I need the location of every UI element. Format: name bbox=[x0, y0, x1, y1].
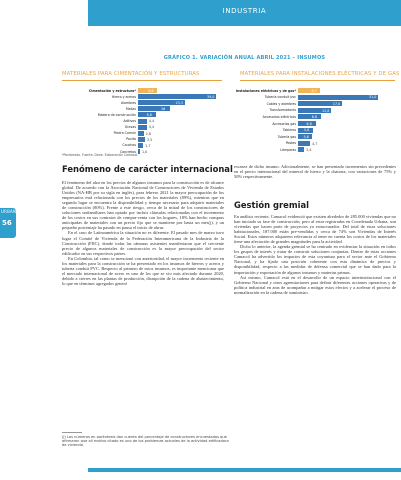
data-label: 16 bbox=[161, 107, 166, 112]
data-label: 17,0 bbox=[332, 102, 341, 106]
category-label: Cimentación y estructura* bbox=[88, 88, 136, 93]
category-label: Hierro y aceros bbox=[111, 94, 136, 99]
category-label: Cables y alambres bbox=[266, 101, 296, 106]
data-label: 31,0 bbox=[369, 95, 377, 100]
chart-left-divider bbox=[62, 80, 222, 81]
bar bbox=[138, 125, 147, 130]
category-label: Cauchos bbox=[122, 143, 136, 148]
category-label: Alambres bbox=[120, 100, 136, 105]
category-label: Instalaciones eléctricas y de gas* bbox=[235, 88, 296, 93]
data-label: 2,8 bbox=[145, 131, 151, 136]
data-label: 23,3 bbox=[175, 101, 183, 105]
footer-bar bbox=[88, 468, 401, 472]
category-label: Concretos bbox=[119, 149, 136, 154]
data-label: 4,4 bbox=[148, 119, 155, 124]
paragraph: escasez de dicho insumo. Adicionalmente, se han presentado incrementos sin precedentes en el precio internacional del mineral de hierro y la chatarra, con variaciones de 75% y 50% respectivamente. bbox=[234, 164, 396, 180]
bar bbox=[138, 143, 143, 148]
category-label: Piedra Común bbox=[113, 131, 136, 136]
category-label: Transformadores bbox=[269, 108, 296, 113]
paragraph: En Colombia, tal como se mencionó con anterioridad, el mayor incremento reciente en los materiales para la construcción se ha presentado en los insumos de hierros y aceros y tubería conduit PVC. Respecto al primero de estos insumos, es importante mencionar que el mercado internacional de acero es uno de los que se vio más afectado durante 2020, debido a cierres en las plantas de producción, disrupción de la cadena de abastecimiento, lo que en términos agregados generó bbox=[62, 255, 224, 286]
data-label: 3,5 bbox=[147, 137, 153, 142]
data-label: 5,6 bbox=[303, 135, 309, 139]
bar bbox=[138, 119, 147, 124]
bar bbox=[298, 95, 378, 100]
category-label: Aditivos bbox=[123, 119, 136, 123]
bar bbox=[138, 131, 144, 136]
chart-footnote: *Ponderado. Fuente: Dane. Elaboración Camacol. bbox=[62, 153, 139, 157]
category-label: Postes bbox=[285, 141, 296, 146]
category-label: Accesorios eléctricos bbox=[262, 114, 296, 119]
right-intro bbox=[234, 164, 396, 179]
section-header-bar bbox=[88, 0, 401, 26]
paragraph: Dicho lo anterior, la agenda gremial se ha centrado en evidenciar la situación en todos los grupos de interés y tratar de construir soluciones conjuntas. Dentro de estas acciones Camacol ha advertido los impactos de esta coyuntura para el sector ante el Gobierno Nacional, y ha fijado una posición coherente con esta dinámica de precios y disponibilidad, respecto a las medidas de defensa comercial que se han dado para la importación y exportación de algunos insumos y materias primas. bbox=[234, 244, 396, 275]
side-tab bbox=[0, 208, 20, 238]
data-label: 5,8 bbox=[303, 128, 310, 133]
section-title: INDUSTRIA bbox=[222, 7, 267, 15]
bar bbox=[138, 137, 145, 142]
data-label: 4,4 bbox=[148, 125, 155, 130]
side-tab-title: URBANA bbox=[1, 209, 20, 214]
bar bbox=[298, 114, 321, 119]
chart-right-divider bbox=[240, 80, 395, 81]
data-label: 12,8 bbox=[322, 108, 330, 113]
data-label: 8,8 bbox=[146, 113, 152, 118]
data-label: 1,0 bbox=[142, 149, 148, 154]
category-label: Gravas bbox=[124, 125, 136, 130]
data-label: 4,7 bbox=[312, 141, 318, 146]
data-label: 9,6 bbox=[148, 88, 154, 93]
category-label: Accesorios gas bbox=[272, 121, 296, 126]
page-number: 56 bbox=[2, 219, 12, 227]
category-label: Madera de construcción bbox=[97, 112, 136, 117]
chart-left-title: MATERIALES PARA CIMENTACIÓN Y ESTRUCTURAS bbox=[62, 71, 200, 77]
data-label: 8,7 bbox=[311, 88, 317, 93]
chart-right-title: MATERIALES PARA INSTALACIONES ELÉCTRICAS Y DE GAS bbox=[240, 71, 400, 77]
bar bbox=[138, 149, 140, 154]
data-label: 8,8 bbox=[311, 115, 317, 120]
category-label: Tubería conduit pvc bbox=[264, 95, 296, 100]
category-label: Lámparas bbox=[280, 147, 296, 152]
bar bbox=[298, 88, 320, 93]
paragraph: En análisis reciente, Camacol evidenció que existen alrededor de 285.000 viviendas que no han iniciado su fase de construcción, pero al estar registradas en Coordenada Urbana, son viviendas que hacen parte de proyectos ya estructurados. Del total de estas soluciones habitacionales, 187.000 están pre-vendidas y cerca de 74% son Viviendas de Interés Social. Estos números adquieren relevancia al tener en cuenta los costos de los materiales tiene una afectación de grandes magnitudes para la actividad. bbox=[234, 214, 396, 245]
bar bbox=[298, 147, 304, 152]
category-label: Tableros bbox=[282, 128, 296, 133]
bottom-footnote: (j) Los números en paréntesis dan cuenta del porcentaje de constructores encuestados que afirmaron que ali motivo citado es uno de los problemas actuales de la actividad edificadora de vivienda. bbox=[62, 435, 232, 448]
category-label: Mallas bbox=[125, 106, 136, 111]
data-label: 2,4 bbox=[306, 148, 312, 153]
section1-body bbox=[62, 180, 224, 286]
chart-title: GRÁFICO 1. VARIACIÓN ANUAL ABRIL 2021 – INSUMOS bbox=[163, 55, 326, 61]
bar bbox=[298, 141, 310, 146]
paragraph: Así mismo, Camacol está en el desarrollo de un espacio interinstitucional con el Gobierno Nacional y otros agremiaciones para definir diferentes acciones operativas y de política industrial en aras de acompañar a mitigar estos efectos y a acelerar el proceso de normalización en la cadena de suministro. bbox=[234, 274, 396, 295]
section2-heading: Gestión gremial bbox=[234, 200, 309, 210]
section2-body bbox=[234, 214, 396, 295]
category-label: Pavito bbox=[126, 137, 136, 142]
data-label: 6,8 bbox=[306, 121, 312, 126]
bar bbox=[138, 94, 216, 99]
paragraph: En el caso de Latinoamérica la situación no es diferente. El pasado mes de marzo tuvo lugar el Comité de Vivienda de la Federación Interamericana de la Industria de la Construcción (FIIC), donde todas las cámaras asistentes manifestaron que el creciente precio de algunos materiales de construcción es la mayor preocupación del sector edificador en sus respectivos países. bbox=[62, 230, 224, 256]
data-label: 2,7 bbox=[145, 143, 151, 148]
section1-heading: Fenómeno de carácter internacional bbox=[62, 164, 233, 174]
category-label: Tubería gas bbox=[277, 134, 296, 139]
paragraph: El fenómeno del alza en los precios de algunos insumos para la construcción es de alcance global. De acuerdo con la Asociación Nacional de Constructores de Vivienda de Estados Unidos (NA-HB por su sigla en inglés), para febrero 2021 la mayor preocupación de los empresarios está relacionada con los precios de los materiales (89%), mientras que en segundo lugar se encuentra la disponibilidad y tiempo necesario para adquirir materiales de construcción (80%). Frente a este riesgo, cerca de la mitad de los constructores de soluciones unifamiliares han optado por incluir cláusulas relacionadas con el incremento de los costos en sus contratos de compra-venta con los hogares, 18% han hecho compras anticipadas de materiales con un precio fijo que se mantiene por hasta un mes(j), y un pequeño porcentaje ha pasado en pausa el inicio de obras. bbox=[62, 180, 224, 231]
data-label: 39,0 bbox=[207, 94, 215, 99]
